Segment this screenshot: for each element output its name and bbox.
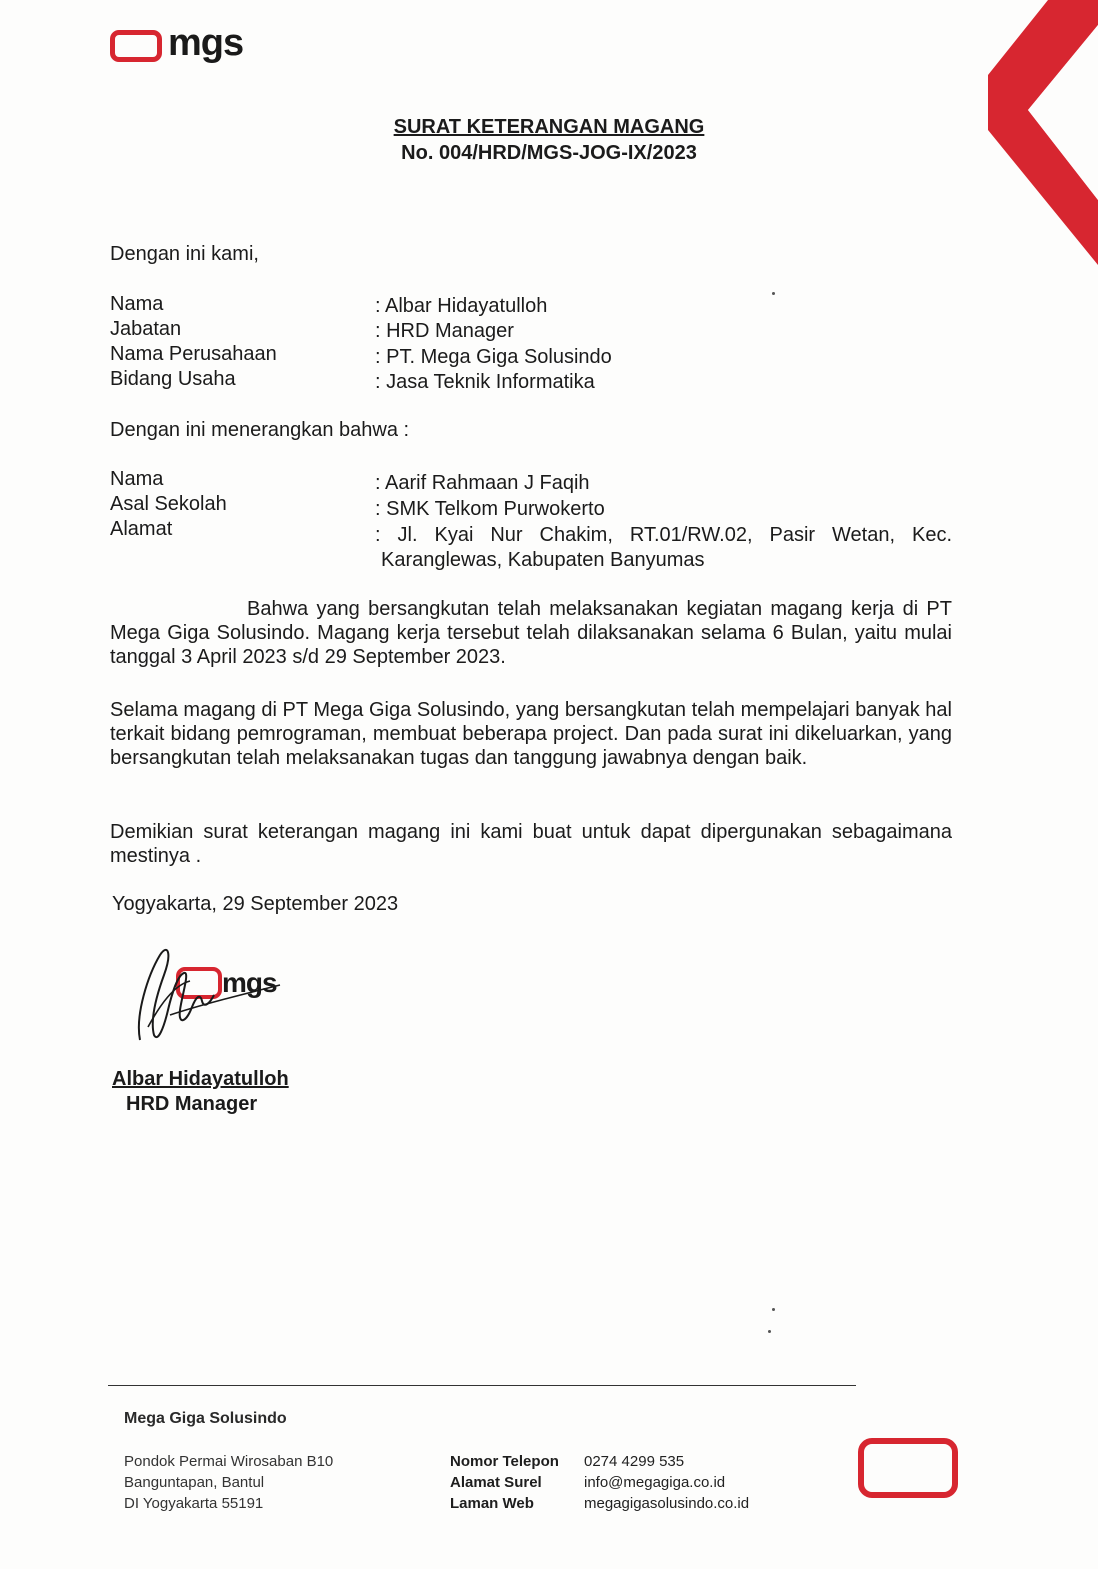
contact-label: Nomor Telepon — [450, 1453, 559, 1470]
signatory-name: Albar Hidayatulloh — [112, 1068, 289, 1090]
subject-label: Nama — [110, 468, 164, 490]
speck — [772, 292, 775, 295]
stamp-text: mgs — [222, 967, 277, 998]
issuer-label: Nama — [110, 293, 164, 315]
contact-phone: 0274 4299 535 — [584, 1453, 685, 1470]
contact-website: megagigasolusindo.co.id — [584, 1495, 750, 1512]
subject-value: : Aarif Rahmaan J Faqih — [375, 472, 590, 494]
issuer-label: Nama Perusahaan — [110, 343, 277, 365]
footer-address-line: Banguntapan, Bantul — [124, 1474, 265, 1491]
statement-intro: Dengan ini menerangkan bahwa : — [110, 419, 410, 441]
footer-address-line: DI Yogyakarta 55191 — [124, 1495, 264, 1512]
letter-title: SURAT KETERANGAN MAGANG — [393, 116, 705, 138]
footer-contact-labels — [450, 1451, 559, 1514]
subject-address: : Jl. Kyai Nur Chakim, RT.01/RW.02, Pasir Wetan, Kec. — [375, 524, 952, 546]
issuer-label: Bidang Usaha — [110, 368, 236, 390]
footer-company: Mega Giga Solusindo — [124, 1410, 287, 1427]
footer-divider — [108, 1385, 856, 1386]
speck — [772, 1308, 775, 1311]
intro-text: Dengan ini kami, — [110, 243, 259, 265]
contact-label: Alamat Surel — [450, 1474, 542, 1491]
issuer-value: : Albar Hidayatulloh — [375, 295, 548, 317]
subject-address-line2: Karanglewas, Kabupaten Banyumas — [381, 549, 705, 571]
paragraph-1: Bahwa yang bersangkutan telah melaksanakan kegiatan magang kerja di PT Mega Giga Solusindo. Magang kerja tersebut telah dilaksanakan selama 6 Bulan, yaitu mulai tanggal 3 April 2023 s/d 29 September 2023. — [110, 598, 952, 668]
subject-value: : SMK Telkom Purwokerto — [375, 498, 605, 520]
signature-stamp — [130, 935, 310, 1055]
issuer-label: Jabatan — [110, 318, 182, 340]
signature-icon — [130, 935, 310, 1055]
logo-text: mgs — [168, 22, 244, 64]
paragraph-3: Demikian surat keterangan magang ini kami buat untuk dapat dipergunakan sebagaimana mestinya . — [110, 821, 952, 867]
place-date: Yogyakarta, 29 September 2023 — [112, 893, 399, 915]
company-logo — [110, 22, 270, 72]
contact-label: Laman Web — [450, 1495, 534, 1512]
issuer-value: : Jasa Teknik Informatika — [375, 371, 595, 393]
speck — [768, 1330, 771, 1333]
issuer-value: : HRD Manager — [375, 320, 514, 342]
contact-email: info@megagiga.co.id — [584, 1474, 726, 1491]
letter-title-block — [0, 114, 1098, 166]
footer-logo-mark — [858, 1438, 958, 1498]
subject-label: Asal Sekolah — [110, 493, 227, 515]
footer-address — [124, 1451, 333, 1514]
footer-address-line: Pondok Permai Wirosaban B10 — [124, 1453, 334, 1470]
letter-number: No. 004/HRD/MGS-JOG-IX/2023 — [401, 142, 697, 164]
logo-mark — [110, 30, 162, 62]
paragraph-2: Selama magang di PT Mega Giga Solusindo, yang bersangkutan telah mempelajari banyak hal terkait bidang pemrograman, membuat beberapa project. Dan pada surat ini dikeluarkan, yang bersangkutan telah melaksanakan tugas dan tanggung jawabnya dengan baik. — [110, 699, 952, 769]
footer-contact-values — [584, 1451, 749, 1514]
issuer-value: : PT. Mega Giga Solusindo — [375, 346, 612, 368]
signatory-title: HRD Manager — [126, 1093, 258, 1115]
subject-label: Alamat — [110, 518, 173, 540]
